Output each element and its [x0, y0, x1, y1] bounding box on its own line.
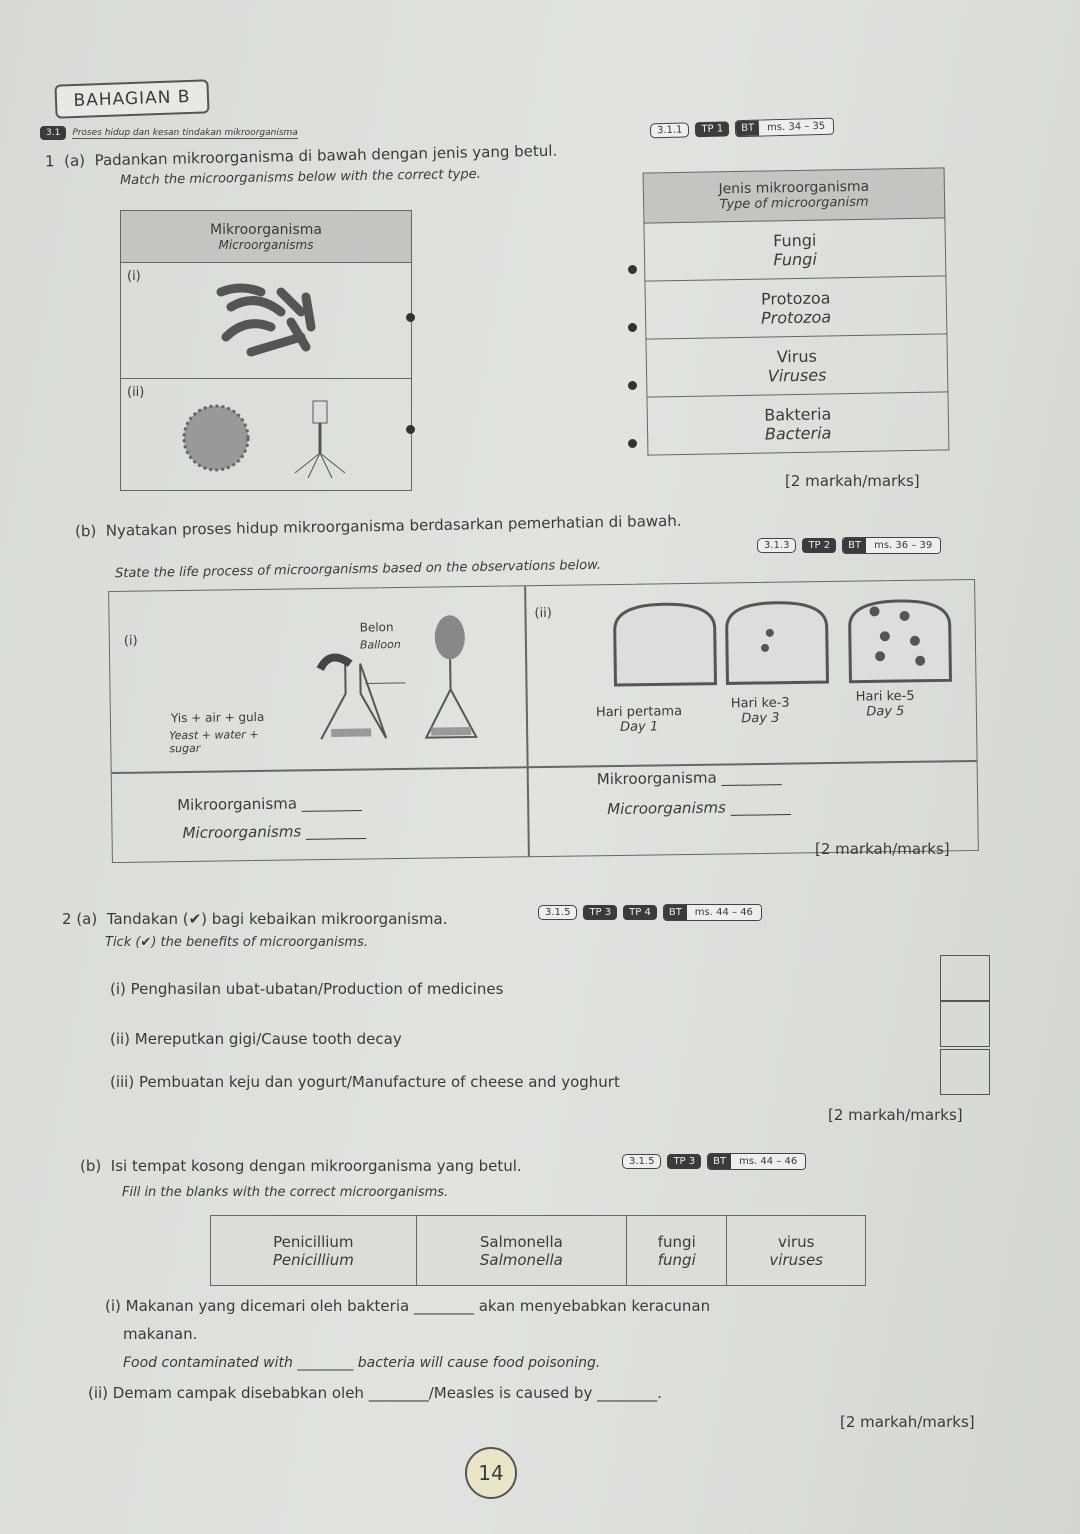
q2a-text-en: Tick (✔) the benefits of microorganisms. — [105, 935, 368, 950]
q1a-text-en: Match the microorganisms below with the correct type. — [119, 166, 481, 189]
q-number: 1 — [44, 152, 55, 171]
row-label: (i) — [127, 269, 141, 284]
q2b-text-ms: (b) Isi tempat kosong dengan mikroorganisma yang betul. — [80, 1157, 522, 1175]
marks: [2 markah/marks] — [785, 472, 920, 490]
benefit-item: (ii) Mereputkan gigi/Cause tooth decay — [110, 1030, 402, 1048]
marks: [2 markah/marks] — [815, 840, 950, 858]
blank-i-ms-cont: makanan. — [123, 1325, 198, 1343]
page-ref-tag: BT ms. 34 – 35 — [735, 118, 835, 138]
benefit-item: (iii) Pembuatan keju dan yogurt/Manufacture of cheese and yoghurt — [110, 1073, 620, 1091]
yeast-balloon-illustration — [299, 606, 521, 749]
part-ii-label: (ii) — [534, 605, 552, 622]
q2a-tags: 3.1.5 TP 3 TP 4 BT ms. 44 – 46 — [538, 904, 762, 921]
match-dot[interactable] — [628, 439, 637, 448]
marks: [2 markah/marks] — [828, 1106, 963, 1124]
topic-line — [40, 126, 298, 140]
type-table: Jenis mikroorganisma Type of microorganism Fungi Fungi Protozoa Protozoa Virus Viruses Bakteria Bacteria — [643, 167, 950, 455]
q1a-tags — [650, 118, 835, 140]
q2a-text-ms: 2 (a) Tandakan (✔) bagi kebaikan mikroorganisma. — [62, 910, 448, 928]
mixture-label: Yis + air + gula — [170, 709, 265, 726]
section-badge: BAHAGIAN B — [54, 79, 209, 118]
q1b-text-ms: (b) Nyatakan proses hidup mikroorganisma berdasarkan pemerhatian di bawah. — [74, 511, 682, 541]
tick-checkbox[interactable] — [940, 1001, 990, 1047]
q1b-tags: 3.1.3 TP 2 BT ms. 36 – 39 — [757, 537, 941, 554]
balloon-label-en: Balloon — [359, 637, 401, 652]
blank-ii[interactable]: (ii) Demam campak disebabkan oleh ________/Measles is caused by ________. — [88, 1384, 662, 1402]
topic-title: Proses hidup dan kesan tindakan mikroorganisma — [72, 127, 298, 138]
virus-illustration — [176, 393, 376, 483]
bread-mould-illustration — [604, 590, 965, 695]
answer-ii-ms[interactable]: Mikroorganisma ________ — [596, 767, 782, 789]
topic-code: 3.1 — [40, 126, 66, 140]
match-dot[interactable] — [628, 381, 637, 390]
blank-i-en[interactable]: Food contaminated with ________ bacteria will cause food poisoning. — [123, 1355, 601, 1371]
day-1-label: Hari pertama Day 1 — [595, 704, 683, 735]
benefit-item: (i) Penghasilan ubat-ubatan/Production of medicines — [110, 980, 504, 998]
options-table: Penicillium Penicillium Salmonella Salmonella fungi fungi virus viruses — [210, 1215, 866, 1286]
sp-tag: 3.1.1 — [650, 122, 690, 138]
match-dot[interactable] — [406, 313, 415, 322]
bacteria-illustration — [211, 277, 331, 367]
balloon-label: Belon — [359, 620, 394, 635]
answer-i-ms[interactable]: Mikroorganisma ________ — [177, 793, 362, 815]
part-label: (a) — [63, 151, 86, 170]
match-dot[interactable] — [406, 425, 415, 434]
tick-checkbox[interactable] — [940, 955, 990, 1001]
observation-box — [108, 579, 979, 863]
answer-i-en[interactable]: Microorganisms ________ — [182, 821, 367, 843]
blank-i-ms[interactable]: (i) Makanan yang dicemari oleh bakteria ________ akan menyebabkan keracunan — [105, 1297, 711, 1315]
tp-tag: TP 1 — [695, 121, 729, 137]
row-label: (ii) — [127, 385, 145, 400]
match-dot[interactable] — [628, 323, 637, 332]
mixture-label-en: Yeast + water + sugar — [169, 727, 259, 756]
q2b-text-en: Fill in the blanks with the correct microorganisms. — [122, 1185, 449, 1200]
answer-ii-en[interactable]: Microorganisms ________ — [607, 797, 791, 819]
marks: [2 markah/marks] — [840, 1413, 975, 1431]
question-text: Padankan mikroorganisma di bawah dengan jenis yang betul. — [94, 141, 558, 170]
day-3-label: Hari ke-3 Day 3 — [730, 695, 790, 727]
q2b-tags: 3.1.5 TP 3 BT ms. 44 – 46 — [622, 1153, 806, 1170]
part-i-label: (i) — [123, 633, 138, 649]
q1b-text-en: State the life process of microorganisms based on the observations below. — [114, 557, 602, 582]
day-5-label: Hari ke-5 Day 5 — [855, 688, 915, 720]
match-dot[interactable] — [628, 265, 637, 274]
tick-checkbox[interactable] — [940, 1049, 990, 1095]
microorganism-table: Mikroorganisma Microorganisms (i) (ii) — [120, 210, 412, 491]
page-number: 14 — [465, 1447, 517, 1499]
